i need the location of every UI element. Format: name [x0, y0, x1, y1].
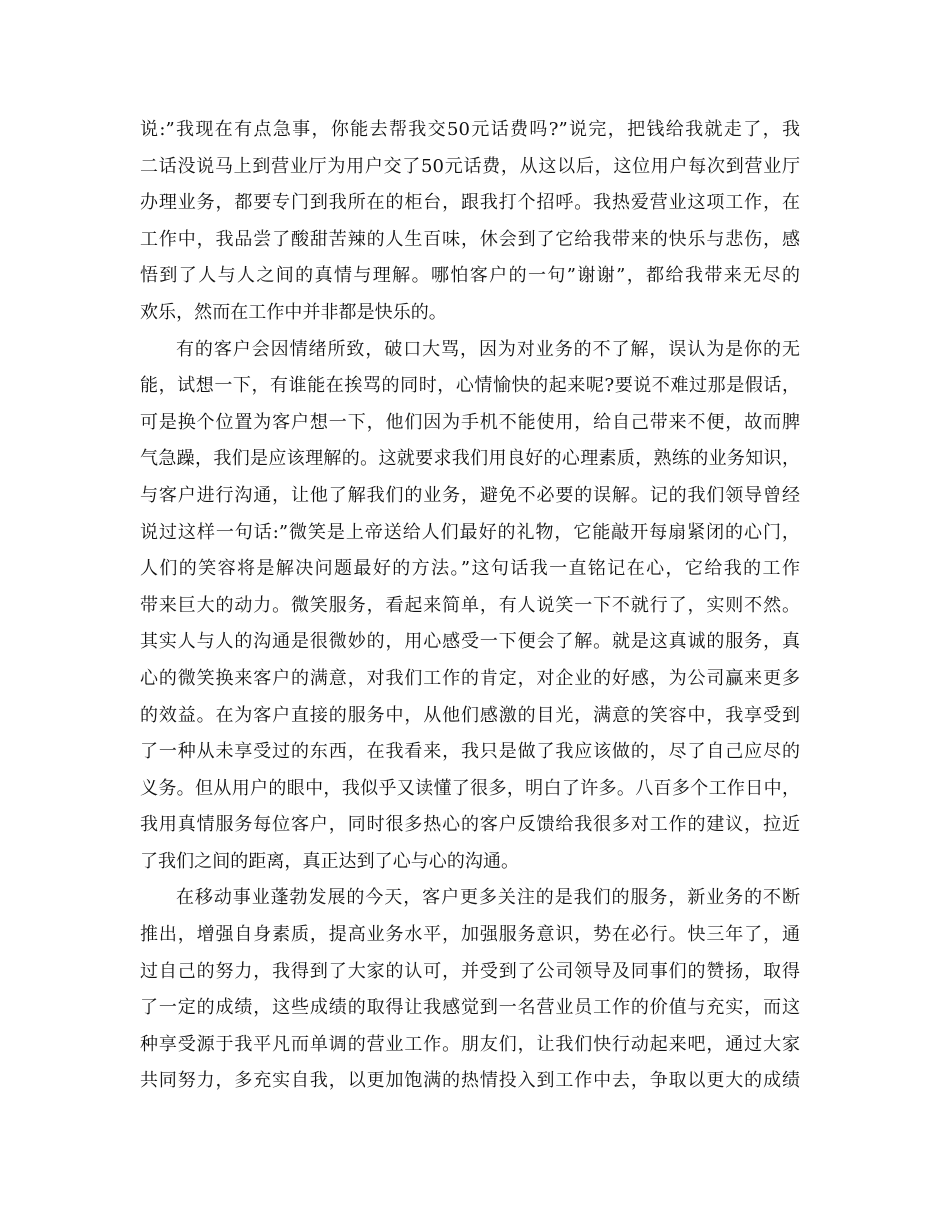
text-line: 过自己的努力，我得到了大家的认可，并受到了公司领导及同事们的赞扬，取得	[140, 960, 800, 982]
text-line: 与客户进行沟通，让他了解我们的业务，避免不必要的误解。记的我们领导曾经	[140, 484, 800, 506]
text-line: 工作中，我品尝了酸甜苦辣的人生百味，休会到了它给我带来的快乐与悲伤，感	[140, 228, 800, 250]
text-line: 带来巨大的动力。微笑服务，看起来简单，有人说笑一下不就行了，实则不然。	[140, 594, 800, 616]
text-line: 能，试想一下，有谁能在挨骂的同时，心情愉快的起来呢?要说不难过那是假话，	[140, 375, 800, 397]
text-line: 的效益。在为客户直接的服务中，从他们感激的目光，满意的笑容中，我享受到	[140, 704, 800, 726]
text-line: 我用真情服务每位客户，同时很多热心的客户反馈给我很多对工作的建议，拉近	[140, 814, 800, 836]
text-line: 种享受源于我平凡而单调的营业工作。朋友们，让我们快行动起来吧，通过大家	[140, 1033, 800, 1055]
text-line: 欢乐，然而在工作中并非都是快乐的。	[140, 301, 447, 323]
body-text	[140, 112, 800, 1100]
text-line: 气急躁，我们是应该理解的。这就要求我们用良好的心理素质，熟练的业务知识，	[140, 448, 800, 470]
text-line: 了一定的成绩，这些成绩的取得让我感觉到一名营业员工作的价值与充实，而这	[140, 997, 800, 1019]
text-line: 说过这样一句话:”微笑是上帝送给人们最好的礼物，它能敲开每扇紧闭的心门，	[140, 521, 800, 543]
text-line: 悟到了人与人之间的真情与理解。哪怕客户的一句”谢谢”，都给我带来无尽的	[140, 265, 800, 287]
text-line: 二话没说马上到营业厅为用户交了50元话费，从这以后，这位用户每次到营业厅	[140, 155, 800, 177]
paragraph-start-line: 在移动事业蓬勃发展的今天，客户更多关注的是我们的服务，新业务的不断	[176, 887, 800, 909]
text-line: 办理业务，都要专门到我所在的柜台，跟我打个招呼。我热爱营业这项工作，在	[140, 192, 800, 214]
text-line: 共同努力，多充实自我，以更加饱满的热情投入到工作中去，争取以更大的成绩	[140, 1070, 800, 1092]
paragraph-start-line: 有的客户会因情绪所致，破口大骂，因为对业务的不了解，误认为是你的无	[176, 338, 800, 360]
text-line: 了我们之间的距离，真正达到了心与心的沟通。	[140, 850, 520, 872]
text-line: 其实人与人的沟通是很微妙的，用心感受一下便会了解。就是这真诚的服务，真	[140, 631, 800, 653]
text-line: 人们的笑容将是解决问题最好的方法。”这句话我一直铭记在心，它给我的工作	[140, 558, 800, 580]
text-line: 说:”我现在有点急事，你能去帮我交50元话费吗?”说完，把钱给我就走了，我	[140, 119, 800, 140]
text-line: 了一种从未享受过的东西，在我看来，我只是做了我应该做的，尽了自己应尽的	[140, 741, 800, 763]
text-line: 推出，增强自身素质，提高业务水平，加强服务意识，势在必行。快三年了，通	[140, 924, 800, 946]
text-line: 义务。但从用户的眼中，我似乎又读懂了很多，明白了许多。八百多个工作日中，	[140, 777, 800, 799]
text-line: 可是换个位置为客户想一下，他们因为手机不能使用，给自己带来不便，故而脾	[140, 411, 800, 433]
text-line: 心的微笑换来客户的满意，对我们工作的肯定，对企业的好感，为公司赢来更多	[140, 667, 800, 689]
